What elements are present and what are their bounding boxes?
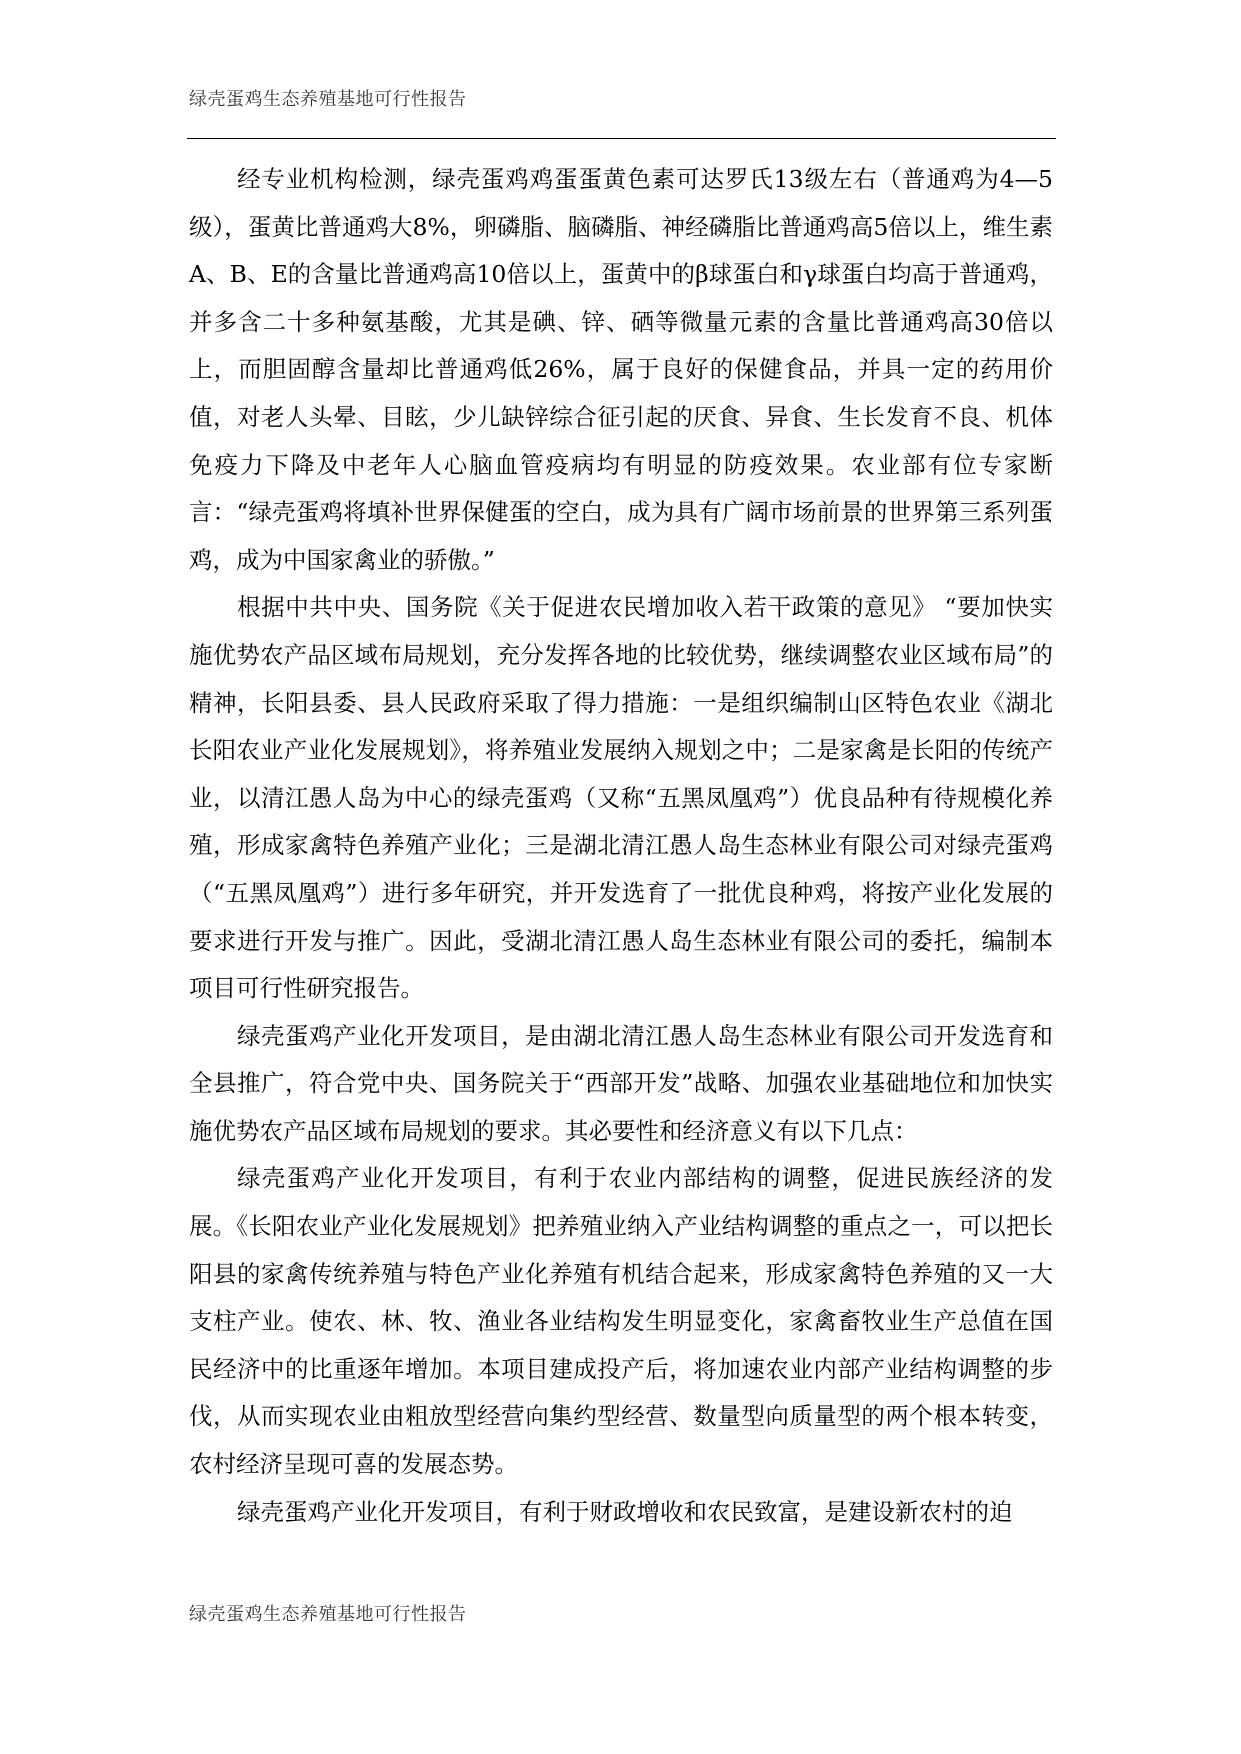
running-footer: 绿壳蛋鸡生态养殖基地可行性报告 — [189, 1604, 467, 1625]
running-header: 绿壳蛋鸡生态养殖基地可行性报告 — [189, 89, 467, 110]
body-text — [189, 156, 1053, 1536]
paragraph-structure-adjustment: 绿壳蛋鸡产业化开发项目，有利于农业内部结构的调整，促进民族经济的发展。《长阳农业产业化发展规划》把养殖业纳入产业结构调整的重点之一，可以把长阳县的家禽传统养殖与特色产业化养殖有机结合起来，形成家禽特色养殖的又一大支柱产业。使农、林、牧、渔业各业结构发生明显变化，家禽畜牧业生产总值在国民经济中的比重逐年增加。本项目建成投产后，将加速农业内部产业结构调整的步伐，从而实现农业由粗放型经营向集约型经营、数量型向质量型的两个根本转变，农村经济呈现可喜的发展态势。 — [189, 1164, 1053, 1479]
paragraph-project-overview: 绿壳蛋鸡产业化开发项目，是由湖北清江愚人岛生态林业有限公司开发选育和全县推广，符合党中央、国务院关于“西部开发”战略、加强农业基础地位和加快实施优势农产品区域布局规划的要求。其必要性和经济意义有以下几点： — [189, 1021, 1053, 1145]
paragraph-policy-background: 根据中共中央、国务院《关于促进农民增加收入若干政策的意见》 “要加快实施优势农产品区域布局规划，充分发挥各地的比较优势，继续调整农业区域布局”的精神，长阳县委、县人民政府采取了得力措施：一是组织编制山区特色农业《湖北长阳农业产业化发展规划》，将养殖业发展纳入规划之中；二是家禽是长阳的传统产业，以清江愚人岛为中心的绿壳蛋鸡（又称“五黑凤凰鸡”）优良品种有待规模化养殖，形成家禽特色养殖产业化；三是湖北清江愚人岛生态林业有限公司对绿壳蛋鸡（“五黑凤凰鸡”）进行多年研究，并开发选育了一批优良种鸡，将按产业化发展的要求进行开发与推广。因此，受湖北清江愚人岛生态林业有限公司的委托，编制本项目可行性研究报告。 — [189, 593, 1053, 1003]
header-rule — [187, 138, 1056, 139]
paragraph-farmer-income: 绿壳蛋鸡产业化开发项目，有利于财政增收和农民致富，是建设新农村的迫 — [237, 1497, 1013, 1526]
paragraph-egg-nutrition: 经专业机构检测，绿壳蛋鸡鸡蛋蛋黄色素可达罗氏13级左右（普通鸡为4—5级），蛋黄比普通鸡大8%，卵磷脂、脑磷脂、神经磷脂比普通鸡高5倍以上，维生素A、B、E的含量比普通鸡高10倍以上，蛋黄中的β球蛋白和γ球蛋白均高于普通鸡，并多含二十多种氨基酸，尤其是碘、锌、硒等微量元素的含量比普通鸡高30倍以上，而胆固醇含量却比普通鸡低26%，属于良好的保健食品，并具一定的药用价值，对老人头晕、目眩，少儿缺锌综合征引起的厌食、异食、生长发育不良、机体免疫力下降及中老年人心脑血管疫病均有明显的防疫效果。农业部有位专家断言：“绿壳蛋鸡将填补世界保健蛋的空白，成为具有广阔市场前景的世界第三系列蛋鸡，成为中国家禽业的骄傲。” — [189, 165, 1053, 574]
